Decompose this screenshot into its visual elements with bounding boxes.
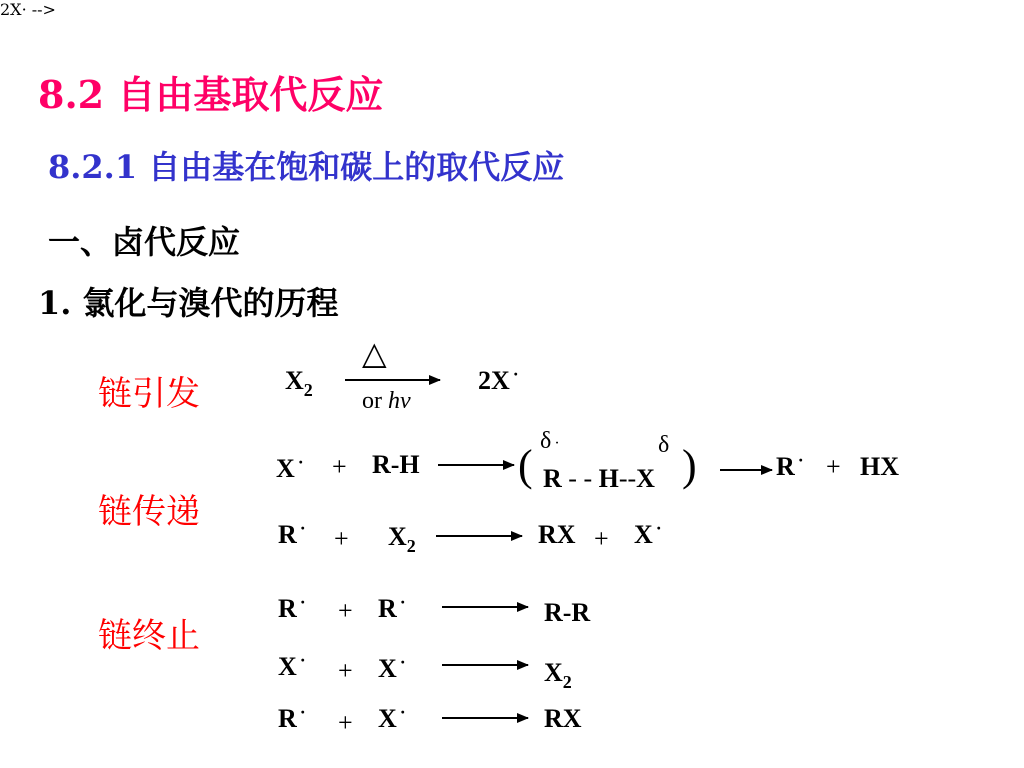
transition-state-right-paren: ) — [682, 441, 697, 490]
product-x2: $X_2$ — [544, 658, 572, 692]
plus: + — [332, 452, 347, 481]
product-rx: RX — [544, 704, 582, 733]
halogen-x2: $X_2$ — [388, 522, 416, 556]
product-hx: HX — [860, 452, 899, 481]
transition-state: R - - H--X — [543, 464, 655, 493]
x-radical: X · — [634, 518, 662, 549]
plus: + — [338, 596, 353, 625]
x-radical: X · — [278, 650, 306, 681]
product-rx: RX — [538, 520, 576, 549]
r-radical: R · — [278, 592, 306, 623]
r-radical: R · — [378, 592, 406, 623]
stage-propagation: 链传递 — [98, 492, 200, 532]
x-radical: X · — [378, 652, 406, 683]
plus: + — [334, 524, 349, 553]
transition-state-left-paren: ( — [518, 441, 533, 490]
r-radical: R · — [278, 518, 306, 549]
stage-termination: 链终止 — [98, 616, 200, 656]
product-2x-radical: 2X · — [478, 364, 519, 395]
r-radical: R · — [776, 450, 804, 481]
subsection-title: 8.2.1 自由基在饱和碳上的取代反应 — [48, 148, 565, 186]
plus: + — [594, 524, 609, 553]
reactant-x2: $X_2$ — [285, 366, 313, 400]
mechanism-heading: 1. 氯化与溴代的历程 — [38, 284, 339, 322]
x-radical: X · — [276, 452, 304, 483]
delta-on-r: δ · — [540, 428, 560, 454]
alkane-rh: R-H — [372, 450, 420, 479]
delta-on-x: δ — [658, 432, 670, 458]
plus: + — [338, 656, 353, 685]
plus: + — [826, 452, 841, 481]
r-radical: R · — [278, 702, 306, 733]
product-rr: R-R — [544, 598, 591, 627]
section-title: 8.2 自由基取代反应 — [38, 72, 384, 117]
light-condition: or hv — [362, 388, 411, 414]
x-radical: X · — [378, 702, 406, 733]
heat-symbol: △ — [362, 335, 387, 371]
topic-heading: 一、卤代反应 — [48, 223, 241, 261]
stage-initiation: 链引发 — [98, 374, 200, 414]
plus: + — [338, 708, 353, 737]
